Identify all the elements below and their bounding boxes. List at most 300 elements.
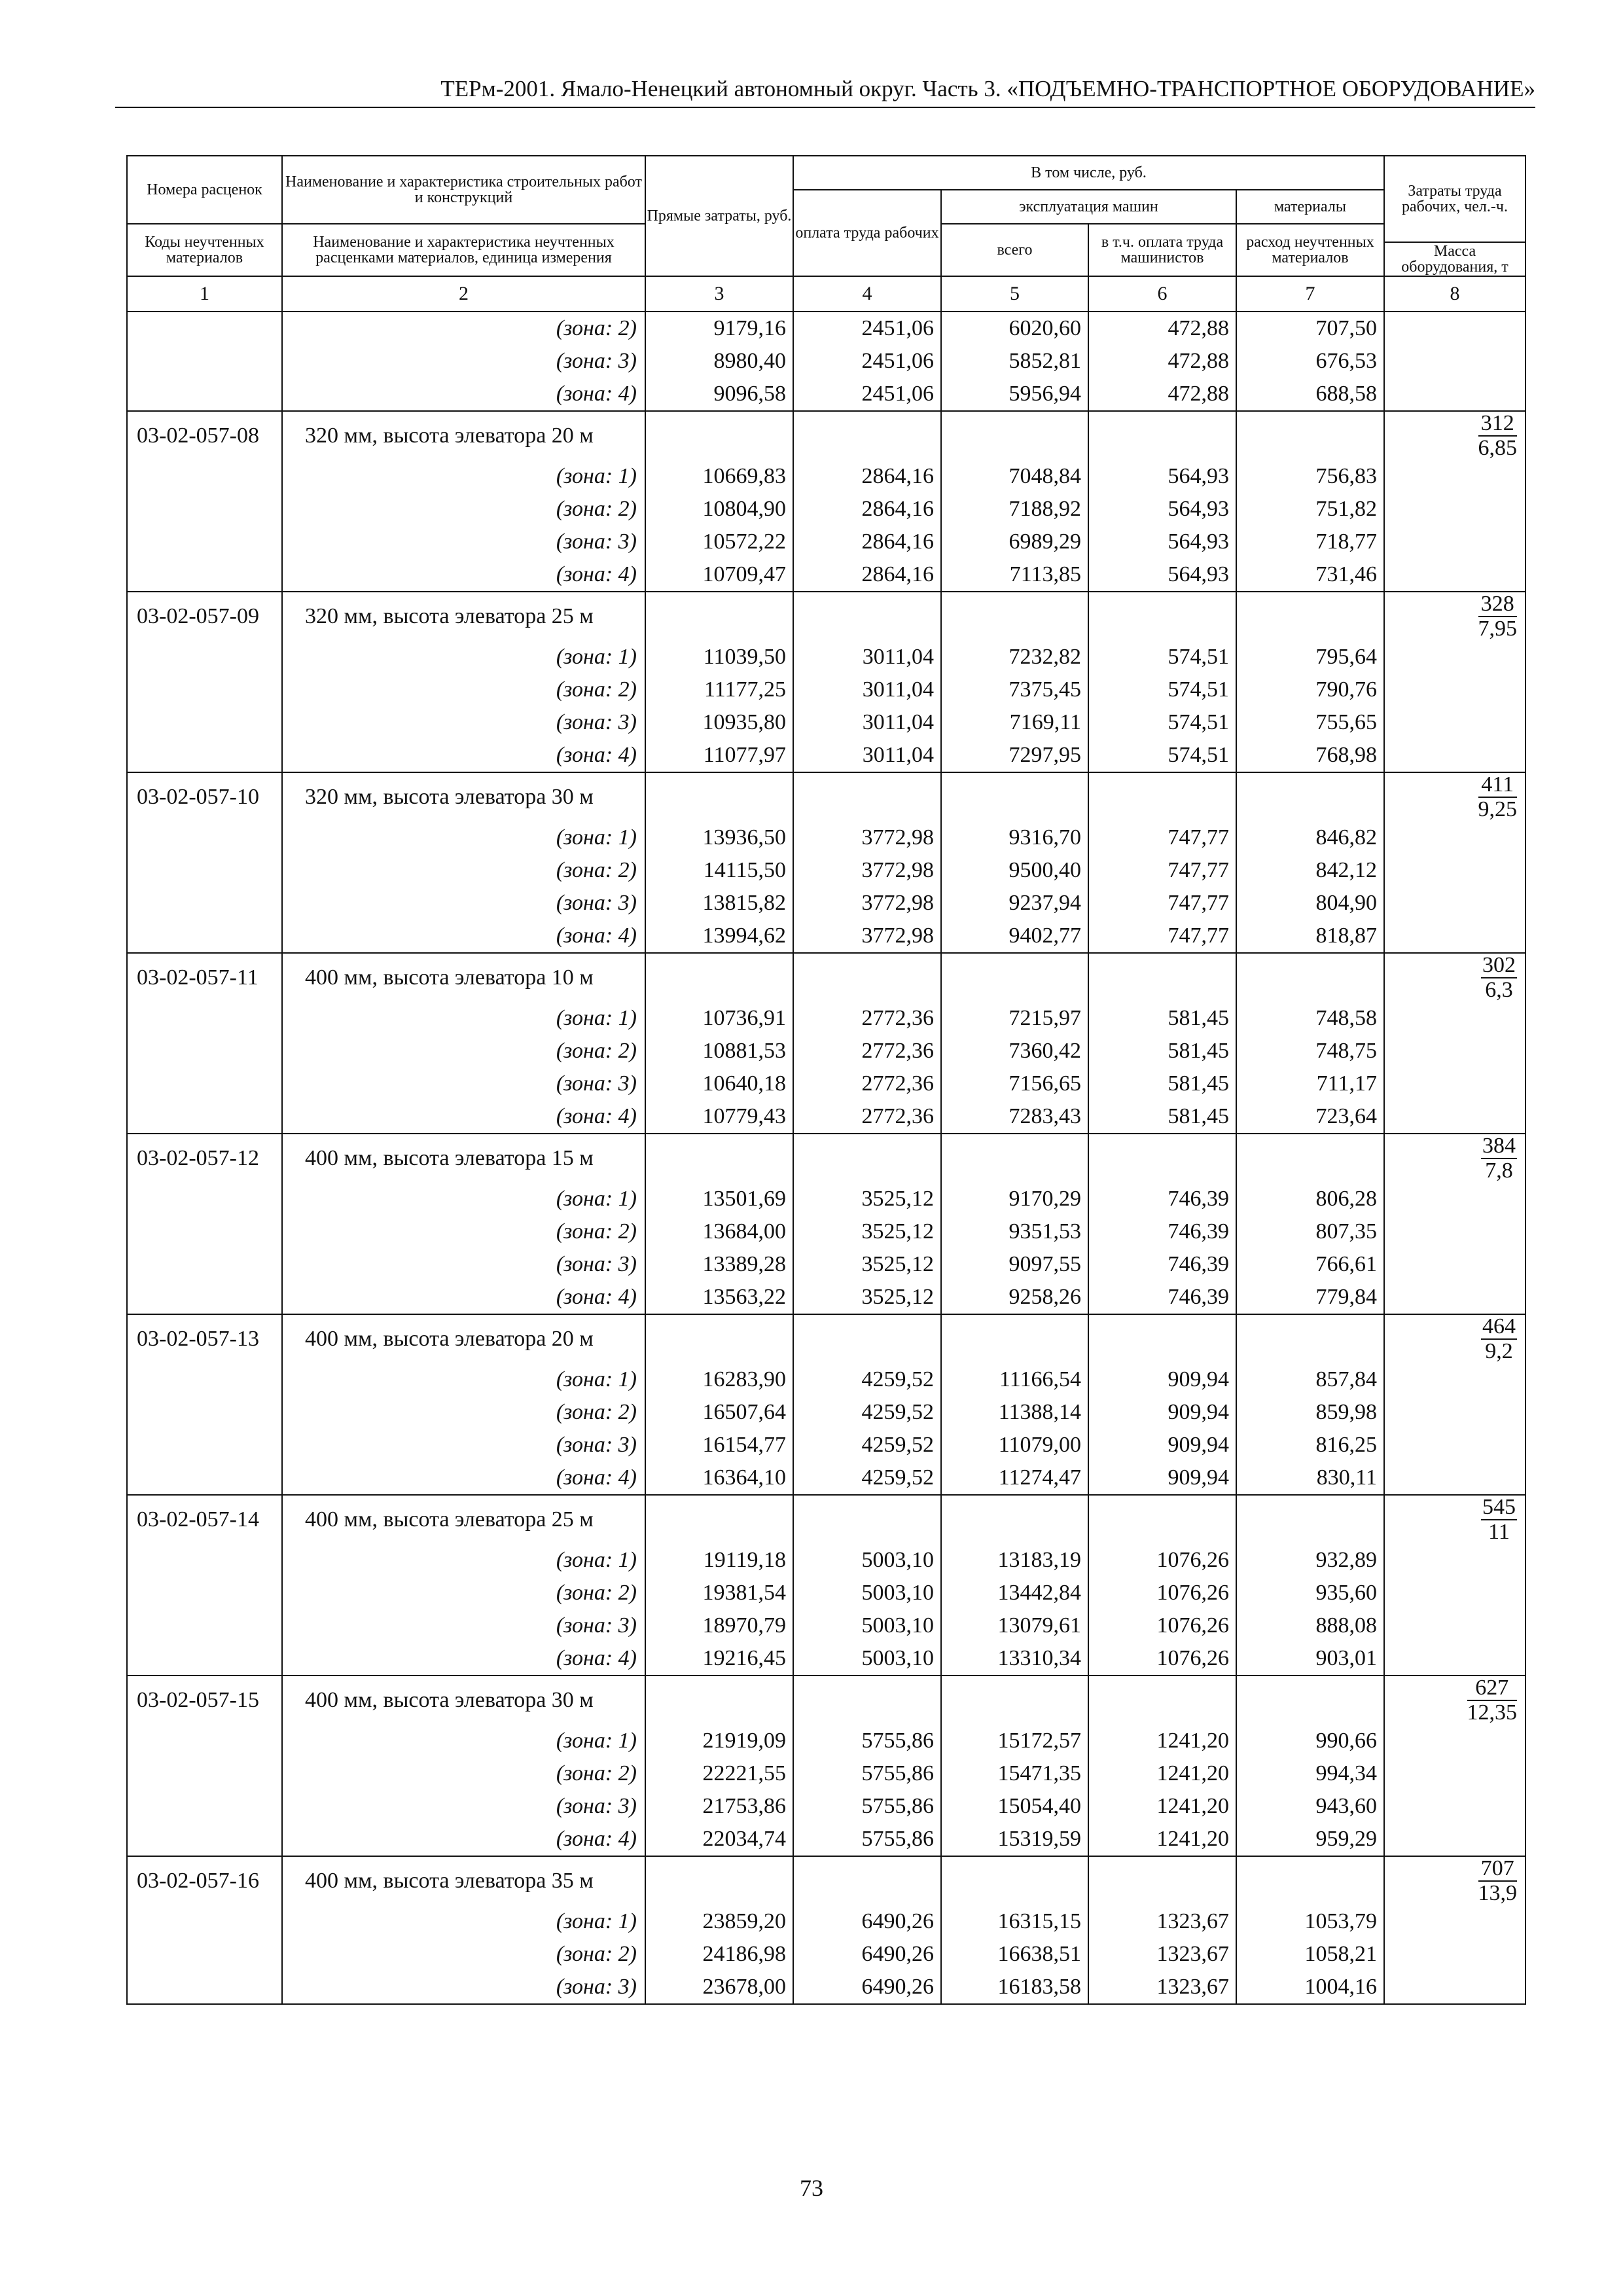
- machinist-pay: 1241,20: [1088, 1790, 1236, 1823]
- rate-title-row: [127, 1676, 1525, 1725]
- zone-label: (зона: 1): [282, 1183, 645, 1215]
- labor-hours: 411: [1478, 773, 1518, 798]
- rate-title-row: [127, 1856, 1525, 1905]
- labor-mass-fraction: [1481, 1315, 1517, 1363]
- worker-pay: 2451,06: [793, 378, 941, 411]
- labor-mass-cell: [1384, 953, 1525, 1002]
- machine-total: 7169,11: [941, 706, 1088, 739]
- code-cell: [127, 1757, 282, 1790]
- rate-code: 03-02-057-09: [127, 592, 282, 641]
- direct-cost: 10736,91: [645, 1002, 793, 1035]
- materials-cost: 748,75: [1236, 1035, 1384, 1067]
- zone-label: (зона: 4): [282, 1462, 645, 1495]
- zone-row: [127, 1757, 1525, 1790]
- rate-name: 400 мм, высота элеватора 25 м: [282, 1495, 645, 1544]
- machine-total: 6989,29: [941, 526, 1088, 558]
- zone-row: [127, 312, 1525, 345]
- empty-cell: [941, 1314, 1088, 1363]
- worker-pay: 2864,16: [793, 526, 941, 558]
- materials-cost: 768,98: [1236, 739, 1384, 772]
- worker-pay: 3525,12: [793, 1215, 941, 1248]
- zone-label: (зона: 2): [282, 1757, 645, 1790]
- worker-pay: 3011,04: [793, 706, 941, 739]
- empty-cell: [1236, 953, 1384, 1002]
- rate-code: 03-02-057-12: [127, 1134, 282, 1183]
- labor-mass-cell: [1384, 1215, 1525, 1248]
- machinist-pay: 1241,20: [1088, 1725, 1236, 1757]
- labor-mass-fraction: [1478, 773, 1518, 821]
- rate-code: 03-02-057-10: [127, 772, 282, 821]
- worker-pay: 5003,10: [793, 1642, 941, 1676]
- worker-pay: 5755,86: [793, 1725, 941, 1757]
- machinist-pay: 472,88: [1088, 378, 1236, 411]
- worker-pay: 2451,06: [793, 345, 941, 378]
- empty-cell: [645, 1856, 793, 1905]
- zone-label: (зона: 1): [282, 641, 645, 673]
- empty-cell: [1236, 1314, 1384, 1363]
- zone-row: [127, 1462, 1525, 1495]
- machinist-pay: 472,88: [1088, 312, 1236, 345]
- materials-cost: 779,84: [1236, 1281, 1384, 1314]
- labor-hours: 312: [1478, 412, 1518, 437]
- machine-total: 15319,59: [941, 1823, 1088, 1856]
- direct-cost: 13684,00: [645, 1215, 793, 1248]
- labor-mass-fraction: [1478, 592, 1518, 641]
- direct-cost: 11077,97: [645, 739, 793, 772]
- equipment-mass: 7,95: [1478, 617, 1517, 641]
- code-cell: [127, 1429, 282, 1462]
- code-cell: [127, 1577, 282, 1609]
- direct-cost: 13563,22: [645, 1281, 793, 1314]
- code-cell: [127, 821, 282, 854]
- zone-label: (зона: 3): [282, 1429, 645, 1462]
- direct-cost: 13501,69: [645, 1183, 793, 1215]
- labor-mass-fraction: [1481, 954, 1517, 1002]
- zone-row: [127, 1002, 1525, 1035]
- zone-label: (зона: 2): [282, 1938, 645, 1971]
- labor-mass-cell: [1384, 1823, 1525, 1856]
- machine-total: 9258,26: [941, 1281, 1088, 1314]
- equipment-mass: 6,85: [1478, 436, 1517, 460]
- code-cell: [127, 1905, 282, 1938]
- worker-pay: 6490,26: [793, 1971, 941, 2004]
- machine-total: 15471,35: [941, 1757, 1088, 1790]
- direct-cost: 23859,20: [645, 1905, 793, 1938]
- zone-label: (зона: 2): [282, 493, 645, 526]
- direct-cost: 11039,50: [645, 641, 793, 673]
- code-cell: [127, 1281, 282, 1314]
- machine-total: 7297,95: [941, 739, 1088, 772]
- zone-label: (зона: 1): [282, 1905, 645, 1938]
- direct-cost: 9179,16: [645, 312, 793, 345]
- code-cell: [127, 493, 282, 526]
- rate-name: 400 мм, высота элеватора 20 м: [282, 1314, 645, 1363]
- machinist-pay: 747,77: [1088, 854, 1236, 887]
- labor-mass-cell: [1384, 592, 1525, 641]
- empty-cell: [793, 772, 941, 821]
- direct-cost: 13994,62: [645, 920, 793, 953]
- machine-total: 15054,40: [941, 1790, 1088, 1823]
- labor-mass-cell: [1384, 1790, 1525, 1823]
- labor-mass-cell: [1384, 345, 1525, 378]
- empty-cell: [941, 1856, 1088, 1905]
- zone-row: [127, 345, 1525, 378]
- materials-cost: 751,82: [1236, 493, 1384, 526]
- machinist-pay: 1323,67: [1088, 1905, 1236, 1938]
- machinist-pay: 574,51: [1088, 641, 1236, 673]
- labor-mass-cell: [1384, 821, 1525, 854]
- materials-cost: 857,84: [1236, 1363, 1384, 1396]
- machine-total: 7188,92: [941, 493, 1088, 526]
- materials-cost: 711,17: [1236, 1067, 1384, 1100]
- labor-mass-cell: [1384, 1248, 1525, 1281]
- machinist-pay: 574,51: [1088, 706, 1236, 739]
- zone-label: (зона: 3): [282, 1248, 645, 1281]
- machinist-pay: 581,45: [1088, 1002, 1236, 1035]
- zone-label: (зона: 1): [282, 1725, 645, 1757]
- empty-cell: [941, 953, 1088, 1002]
- column-number: 3: [645, 276, 793, 312]
- materials-cost: 994,34: [1236, 1757, 1384, 1790]
- direct-cost: 10640,18: [645, 1067, 793, 1100]
- code-cell: [127, 1215, 282, 1248]
- code-cell: [127, 1462, 282, 1495]
- zone-label: (зона: 2): [282, 1396, 645, 1429]
- col1-bottom-header: Коды неучтенных материалов: [127, 224, 282, 276]
- code-cell: [127, 1067, 282, 1100]
- direct-cost: 21919,09: [645, 1725, 793, 1757]
- rate-title-row: [127, 953, 1525, 1002]
- worker-pay: 6490,26: [793, 1938, 941, 1971]
- empty-cell: [1088, 1676, 1236, 1725]
- machine-total: 16638,51: [941, 1938, 1088, 1971]
- labor-hours: 302: [1482, 953, 1516, 977]
- machinist-pay: 909,94: [1088, 1462, 1236, 1495]
- materials-cost: 688,58: [1236, 378, 1384, 411]
- zone-label: (зона: 3): [282, 706, 645, 739]
- empty-cell: [941, 1495, 1088, 1544]
- zone-row: [127, 1544, 1525, 1577]
- machine-total: 7283,43: [941, 1100, 1088, 1134]
- direct-cost: 21753,86: [645, 1790, 793, 1823]
- labor-mass-fraction: [1478, 1857, 1518, 1905]
- direct-cost: 10669,83: [645, 460, 793, 493]
- materials-cost: 755,65: [1236, 706, 1384, 739]
- empty-cell: [1236, 411, 1384, 460]
- zone-row: [127, 558, 1525, 592]
- zone-label: (зона: 4): [282, 1823, 645, 1856]
- col6-header: в т.ч. оплата труда машинистов: [1088, 224, 1236, 276]
- worker-pay: 3525,12: [793, 1281, 941, 1314]
- code-cell: [127, 1035, 282, 1067]
- labor-mass-cell: [1384, 312, 1525, 345]
- zone-row: [127, 526, 1525, 558]
- zone-label: (зона: 3): [282, 1790, 645, 1823]
- zone-label: (зона: 3): [282, 1971, 645, 2004]
- code-cell: [127, 673, 282, 706]
- rate-name: 400 мм, высота элеватора 15 м: [282, 1134, 645, 1183]
- machine-total: 13183,19: [941, 1544, 1088, 1577]
- direct-cost: 10572,22: [645, 526, 793, 558]
- empty-cell: [1088, 772, 1236, 821]
- machine-total: 7156,65: [941, 1067, 1088, 1100]
- empty-cell: [1088, 953, 1236, 1002]
- machinist-pay: 1241,20: [1088, 1757, 1236, 1790]
- worker-pay: 3772,98: [793, 821, 941, 854]
- machine-total: 5956,94: [941, 378, 1088, 411]
- code-cell: [127, 920, 282, 953]
- worker-pay: 2451,06: [793, 312, 941, 345]
- zone-row: [127, 1100, 1525, 1134]
- equipment-mass: 9,2: [1485, 1339, 1513, 1363]
- labor-mass-cell: [1384, 1100, 1525, 1134]
- zone-row: [127, 1363, 1525, 1396]
- worker-pay: 2772,36: [793, 1067, 941, 1100]
- empty-cell: [1236, 1676, 1384, 1725]
- materials-cost: 842,12: [1236, 854, 1384, 887]
- worker-pay: 3772,98: [793, 920, 941, 953]
- materials-cost: 935,60: [1236, 1577, 1384, 1609]
- labor-mass-cell: [1384, 1314, 1525, 1363]
- machinist-pay: 564,93: [1088, 558, 1236, 592]
- table-header: [127, 156, 1525, 312]
- machinist-pay: 581,45: [1088, 1035, 1236, 1067]
- zone-label: (зона: 2): [282, 673, 645, 706]
- labor-hours: 328: [1478, 592, 1518, 617]
- machine-total: 11079,00: [941, 1429, 1088, 1462]
- machinist-pay: 472,88: [1088, 345, 1236, 378]
- code-cell: [127, 1100, 282, 1134]
- machine-total: 9170,29: [941, 1183, 1088, 1215]
- direct-cost: 10779,43: [645, 1100, 793, 1134]
- zone-row: [127, 641, 1525, 673]
- zone-label: (зона: 1): [282, 1544, 645, 1577]
- code-cell: [127, 1790, 282, 1823]
- labor-mass-cell: [1384, 558, 1525, 592]
- machinist-pay: 581,45: [1088, 1100, 1236, 1134]
- column-numbers-row: [127, 276, 1525, 312]
- empty-cell: [793, 1134, 941, 1183]
- zone-label: (зона: 1): [282, 1002, 645, 1035]
- machinist-pay: 564,93: [1088, 526, 1236, 558]
- code-cell: [127, 1823, 282, 1856]
- empty-cell: [1088, 592, 1236, 641]
- code-cell: [127, 1248, 282, 1281]
- machine-total: 7113,85: [941, 558, 1088, 592]
- col8-bottom-header: Масса оборудования, т: [1384, 242, 1525, 276]
- code-cell: [127, 1363, 282, 1396]
- worker-pay: 3772,98: [793, 887, 941, 920]
- col8-top-header: Затраты труда рабочих, чел.-ч.: [1384, 156, 1525, 242]
- materials-cost: 959,29: [1236, 1823, 1384, 1856]
- materials-cost: 804,90: [1236, 887, 1384, 920]
- materials-cost: 756,83: [1236, 460, 1384, 493]
- worker-pay: 3011,04: [793, 739, 941, 772]
- labor-mass-fraction: [1481, 1496, 1517, 1544]
- rate-name: 400 мм, высота элеватора 35 м: [282, 1856, 645, 1905]
- equipment-mass: 7,8: [1485, 1158, 1513, 1183]
- rate-name: 320 мм, высота элеватора 20 м: [282, 411, 645, 460]
- rates-table: [126, 155, 1526, 2005]
- worker-pay: 6490,26: [793, 1905, 941, 1938]
- zone-row: [127, 1905, 1525, 1938]
- materials-cost: 806,28: [1236, 1183, 1384, 1215]
- code-cell: [127, 558, 282, 592]
- machinist-pay: 1323,67: [1088, 1971, 1236, 2004]
- empty-cell: [793, 953, 941, 1002]
- materials-cost: 830,11: [1236, 1462, 1384, 1495]
- direct-cost: 22034,74: [645, 1823, 793, 1856]
- labor-mass-cell: [1384, 673, 1525, 706]
- empty-cell: [793, 411, 941, 460]
- direct-cost: 16364,10: [645, 1462, 793, 1495]
- zone-label: (зона: 4): [282, 1100, 645, 1134]
- machinist-pay: 746,39: [1088, 1248, 1236, 1281]
- machine-total: 7232,82: [941, 641, 1088, 673]
- machinist-pay: 746,39: [1088, 1183, 1236, 1215]
- worker-pay: 4259,52: [793, 1429, 941, 1462]
- zone-row: [127, 854, 1525, 887]
- code-cell: [127, 378, 282, 411]
- zone-row: [127, 1035, 1525, 1067]
- zone-row: [127, 1577, 1525, 1609]
- rate-title-row: [127, 1134, 1525, 1183]
- code-cell: [127, 1544, 282, 1577]
- zone-row: [127, 920, 1525, 953]
- labor-mass-cell: [1384, 1757, 1525, 1790]
- code-cell: [127, 1938, 282, 1971]
- code-cell: [127, 739, 282, 772]
- machine-total: 16183,58: [941, 1971, 1088, 2004]
- equipment-mass: 13,9: [1478, 1881, 1517, 1905]
- materials-cost: 723,64: [1236, 1100, 1384, 1134]
- direct-cost: 13389,28: [645, 1248, 793, 1281]
- zone-row: [127, 493, 1525, 526]
- rate-title-row: [127, 772, 1525, 821]
- machine-total: 9097,55: [941, 1248, 1088, 1281]
- worker-pay: 5003,10: [793, 1577, 941, 1609]
- code-cell: [127, 1642, 282, 1676]
- machine-total: 5852,81: [941, 345, 1088, 378]
- labor-mass-cell: [1384, 378, 1525, 411]
- code-cell: [127, 1971, 282, 2004]
- worker-pay: 5003,10: [793, 1544, 941, 1577]
- rate-code: 03-02-057-15: [127, 1676, 282, 1725]
- zone-label: (зона: 4): [282, 1642, 645, 1676]
- column-number: 8: [1384, 276, 1525, 312]
- worker-pay: 5003,10: [793, 1609, 941, 1642]
- direct-cost: 18970,79: [645, 1609, 793, 1642]
- empty-cell: [1088, 1856, 1236, 1905]
- labor-mass-cell: [1384, 1067, 1525, 1100]
- worker-pay: 3772,98: [793, 854, 941, 887]
- machinist-pay: 574,51: [1088, 673, 1236, 706]
- empty-cell: [1236, 1134, 1384, 1183]
- machinist-pay: 1076,26: [1088, 1609, 1236, 1642]
- zone-label: (зона: 1): [282, 821, 645, 854]
- zone-row: [127, 739, 1525, 772]
- materials-cost: 903,01: [1236, 1642, 1384, 1676]
- page-number: 73: [800, 2175, 823, 2201]
- machinist-pay: 1076,26: [1088, 1577, 1236, 1609]
- code-cell: [127, 345, 282, 378]
- col4-header: оплата труда рабочих: [793, 190, 941, 276]
- code-cell: [127, 1183, 282, 1215]
- equipment-mass: 11: [1488, 1520, 1510, 1544]
- zone-label: (зона: 2): [282, 1215, 645, 1248]
- labor-mass-cell: [1384, 1462, 1525, 1495]
- labor-hours: 384: [1482, 1134, 1516, 1158]
- empty-cell: [645, 592, 793, 641]
- labor-mass-fraction: [1481, 1134, 1517, 1183]
- col1-top-header: Номера расценок: [127, 156, 282, 224]
- zone-label: (зона: 4): [282, 739, 645, 772]
- machine-total: 9351,53: [941, 1215, 1088, 1248]
- labor-mass-cell: [1384, 772, 1525, 821]
- equipment-mass: 12,35: [1467, 1700, 1517, 1725]
- worker-pay: 2864,16: [793, 493, 941, 526]
- labor-mass-cell: [1384, 1676, 1525, 1725]
- labor-mass-cell: [1384, 641, 1525, 673]
- zone-row: [127, 1971, 1525, 2004]
- materials-cost: 795,64: [1236, 641, 1384, 673]
- direct-cost: 9096,58: [645, 378, 793, 411]
- code-cell: [127, 706, 282, 739]
- materials-cost: 888,08: [1236, 1609, 1384, 1642]
- direct-cost: 8980,40: [645, 345, 793, 378]
- empty-cell: [793, 592, 941, 641]
- code-cell: [127, 1396, 282, 1429]
- zone-label: (зона: 3): [282, 345, 645, 378]
- worker-pay: 3011,04: [793, 641, 941, 673]
- machinist-pay: 747,77: [1088, 887, 1236, 920]
- worker-pay: 4259,52: [793, 1462, 941, 1495]
- empty-cell: [941, 592, 1088, 641]
- direct-cost: 16283,90: [645, 1363, 793, 1396]
- machine-total: 16315,15: [941, 1905, 1088, 1938]
- materials-cost: 766,61: [1236, 1248, 1384, 1281]
- materials-cost: 1058,21: [1236, 1938, 1384, 1971]
- direct-cost: 10709,47: [645, 558, 793, 592]
- machine-total: 13079,61: [941, 1609, 1088, 1642]
- machinist-pay: 746,39: [1088, 1281, 1236, 1314]
- col3-header: Прямые затраты, руб.: [645, 156, 793, 276]
- materials-header: материалы: [1236, 190, 1384, 224]
- zone-row: [127, 1429, 1525, 1462]
- materials-cost: 748,58: [1236, 1002, 1384, 1035]
- labor-mass-cell: [1384, 1971, 1525, 2004]
- empty-cell: [793, 1314, 941, 1363]
- materials-cost: 707,50: [1236, 312, 1384, 345]
- zone-row: [127, 1215, 1525, 1248]
- zone-label: (зона: 3): [282, 1609, 645, 1642]
- zone-label: (зона: 4): [282, 558, 645, 592]
- rate-name: 320 мм, высота элеватора 25 м: [282, 592, 645, 641]
- zone-row: [127, 1823, 1525, 1856]
- empty-cell: [1236, 592, 1384, 641]
- direct-cost: 10881,53: [645, 1035, 793, 1067]
- materials-cost: 790,76: [1236, 673, 1384, 706]
- worker-pay: 3011,04: [793, 673, 941, 706]
- column-number: 1: [127, 276, 282, 312]
- labor-mass-cell: [1384, 1905, 1525, 1938]
- empty-cell: [941, 411, 1088, 460]
- rate-code: 03-02-057-14: [127, 1495, 282, 1544]
- labor-mass-cell: [1384, 460, 1525, 493]
- direct-cost: 22221,55: [645, 1757, 793, 1790]
- rate-title-row: [127, 411, 1525, 460]
- machine-total: 15172,57: [941, 1725, 1088, 1757]
